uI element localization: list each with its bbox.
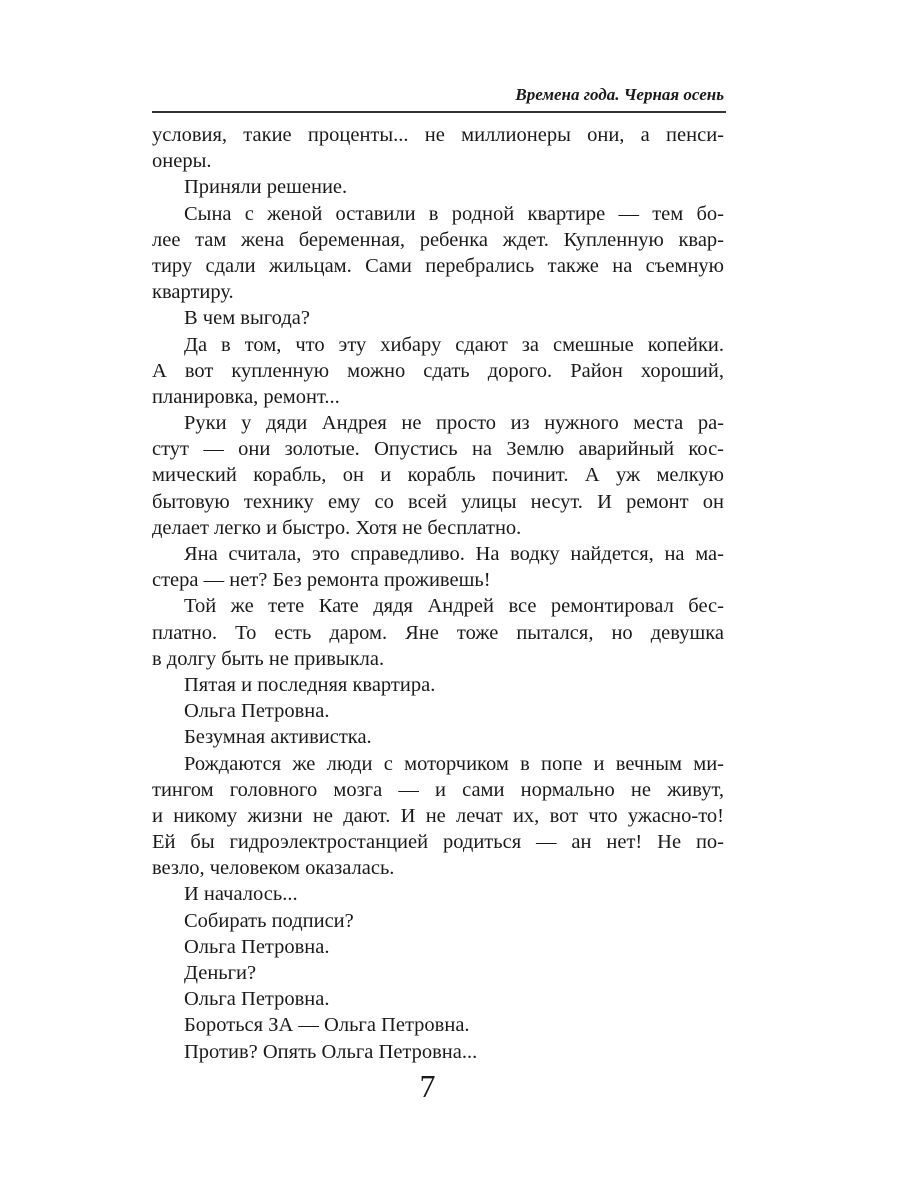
text-line: Ольга Петровна.: [184, 700, 330, 723]
text-line: и никому жизни не дают. И не лечат их, вот что ужасно-то!: [152, 804, 724, 827]
paragraph: [152, 881, 724, 907]
paragraph: [152, 1039, 724, 1065]
paragraph: [152, 724, 724, 750]
text-line: стера — нет? Без ремонта проживешь!: [152, 569, 491, 592]
text-line: Руки у дяди Андрея не просто из нужного места ра-: [184, 412, 724, 435]
paragraph: [152, 934, 724, 960]
paragraph: [152, 908, 724, 934]
text-line: Да в том, что эту хибару сдают за смешные копейки.: [184, 333, 724, 356]
text-line: везло, человеком оказалась.: [152, 857, 395, 880]
paragraph: [152, 960, 724, 986]
header-rule: [152, 111, 726, 113]
paragraph: [152, 201, 724, 306]
text-line: А вот купленную можно сдать дорого. Район хороший,: [152, 359, 724, 382]
running-head: Времена года. Черная осень: [515, 85, 724, 104]
text-line: Ей бы гидроэлектростанцией родиться — ан нет! Не по-: [152, 831, 724, 854]
text-line: планировка, ремонт...: [152, 385, 340, 408]
text-line: Против? Опять Ольга Петровна...: [184, 1040, 478, 1063]
body-text: [152, 122, 724, 1065]
text-line: тингом головного мозга — и сами нормально не живут,: [152, 778, 724, 801]
text-line: В чем выгода?: [184, 307, 310, 330]
text-line: Яна считала, это справедливо. На водку найдется, на ма-: [184, 543, 724, 565]
paragraph: [152, 672, 724, 698]
text-line: платно. То есть даром. Яне тоже пытался, но девушка: [152, 621, 724, 644]
paragraph: [152, 986, 724, 1012]
text-line: бытовую технику ему со всей улицы несут. И ремонт он: [152, 490, 724, 513]
text-line: Деньги?: [184, 962, 257, 984]
paragraph: [152, 332, 724, 411]
paragraph: [152, 751, 724, 882]
text-line: Приняли решение.: [184, 176, 348, 199]
paragraph: [152, 593, 724, 672]
text-line: И началось...: [184, 883, 298, 906]
text-line: стут — они золотые. Опустись на Землю аварийный кос-: [152, 438, 724, 461]
text-line: Пятая и последняя квартира.: [184, 673, 436, 696]
text-line: условия, такие проценты... не миллионеры они, а пенси-: [152, 124, 724, 146]
text-line: Собирать подписи?: [184, 909, 354, 932]
text-line: Безумная активистка.: [184, 726, 372, 749]
paragraph: [152, 122, 724, 174]
text-line: Сына с женой оставили в родной квартире — тем бо-: [184, 202, 724, 225]
text-line: Ольга Петровна.: [184, 935, 330, 958]
text-line: мический корабль, он и корабль починит. А уж мелкую: [152, 464, 724, 487]
text-line: Рождаются же люди с моторчиком в попе и вечным ми-: [184, 752, 724, 775]
paragraph: [152, 698, 724, 724]
paragraph: [152, 1012, 724, 1038]
text-line: делает легко и быстро. Хотя не бесплатно.: [152, 516, 522, 539]
paragraph: [152, 410, 724, 541]
text-line: в долгу быть не привыкла.: [152, 647, 385, 670]
text-line: Той же тете Кате дядя Андрей все ремонтировал бес-: [184, 595, 724, 618]
paragraph: [152, 541, 724, 593]
text-line: Ольга Петровна.: [184, 988, 330, 1011]
paragraph: [152, 174, 724, 200]
text-line: онеры.: [152, 150, 212, 173]
text-line: тиру сдали жильцам. Сами перебрались также на съемную: [152, 254, 724, 277]
text-line: квартиру.: [152, 281, 234, 304]
text-line: Бороться ЗА — Ольга Петровна.: [184, 1014, 470, 1037]
text-line: лее там жена беременная, ребенка ждет. Купленную квар-: [152, 228, 724, 251]
paragraph: [152, 305, 724, 331]
page-number: 7: [419, 1068, 436, 1104]
